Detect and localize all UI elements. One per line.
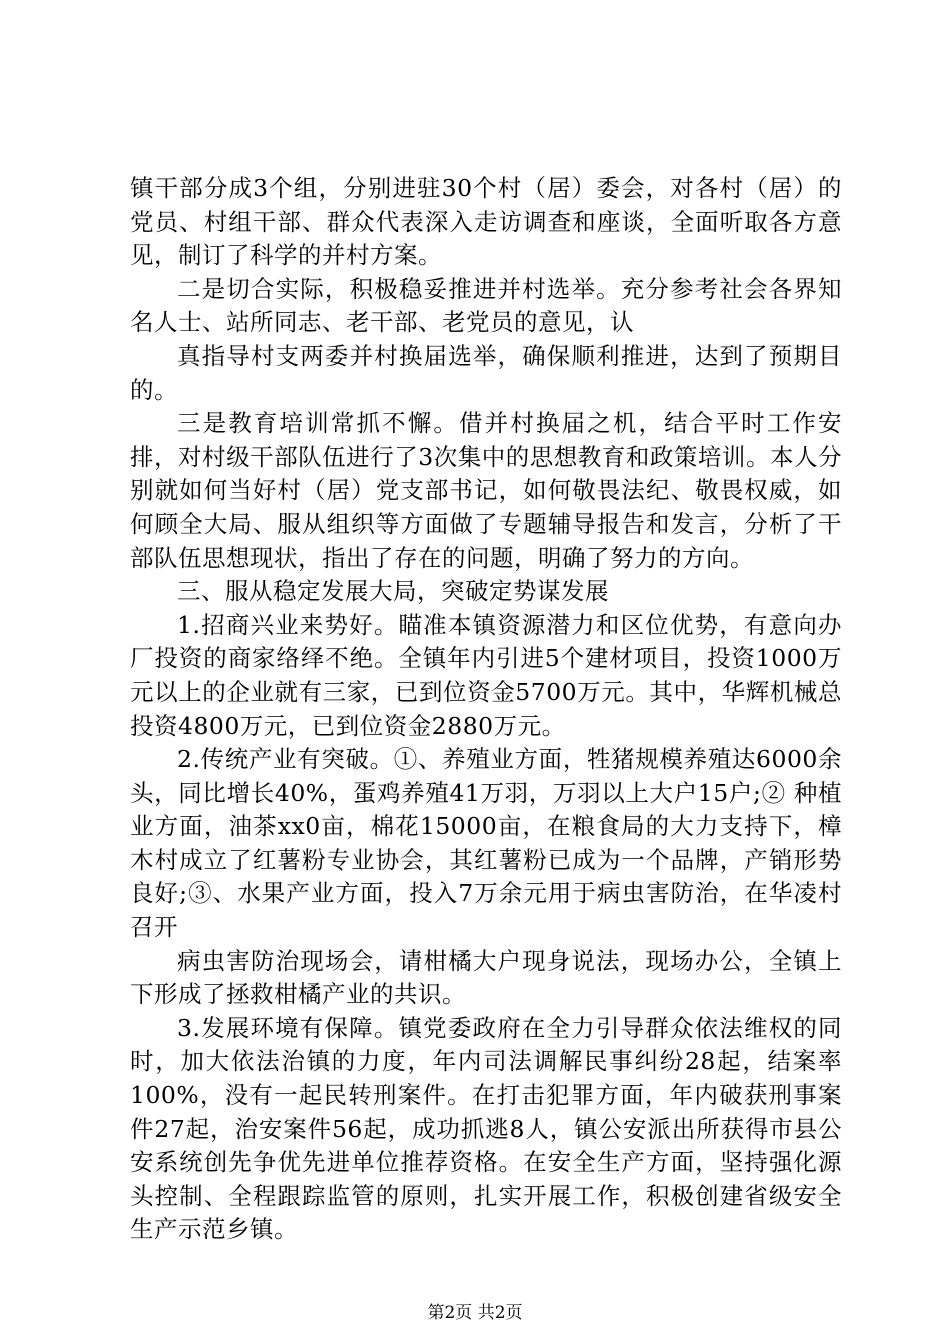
document-body bbox=[130, 172, 842, 1247]
page-footer bbox=[0, 1302, 950, 1324]
paragraph-4: 三是教育培训常抓不懈。借并村换届之机，结合平时工作安排，对村级干部队伍进行了3次集中的思想教育和政策培训。本人分别就如何当好村（居）党支部书记，如何敬畏法纪、敬畏权威，如何顾全大局、服从组织等方面做了专题辅导报告和发言，分析了干部队伍思想现状，指出了存在的问题，明确了努力的方向。 bbox=[130, 409, 842, 572]
page-number: 第2页 共2页 bbox=[427, 1303, 523, 1323]
paragraph-5: 1.招商兴业来势好。瞄准本镇资源潜力和区位优势，有意向办厂投资的商家络绎不绝。全镇年内引进5个建材项目，投资1000万元以上的企业就有三家，已到位资金5700万元。其中，华辉机械总投资4800万元，已到位资金2880万元。 bbox=[130, 610, 842, 740]
paragraph-6: 2.传统产业有突破。①、养殖业方面，牲猪规模养殖达6000余头，同比增长40%，蛋鸡养殖41万羽，万羽以上大户15户;② 种植业方面，油茶xx0亩，棉花15000亩，在粮食局的大力支持下，樟木村成立了红薯粉专业协会，其红薯粉已成为一个品牌，产销形势良好;③、水果产业方面，投入7万余元用于病虫害防治，在华凌村召开 bbox=[130, 745, 842, 942]
paragraph-3: 真指导村支两委并村换届选举，确保顺利推进，达到了预期目的。 bbox=[130, 341, 842, 404]
paragraph-1: 镇干部分成3个组，分别进驻30个村（居）委会，对各村（居）的党员、村组干部、群众代表深入走访调查和座谈，全面听取各方意见，制订了科学的并村方案。 bbox=[130, 174, 842, 270]
paragraph-7: 病虫害防治现场会，请柑橘大户现身说法，现场办公，全镇上下形成了拯救柑橘产业的共识。 bbox=[130, 946, 842, 1009]
section-heading: 三、服从稳定发展大局，突破定势谋发展 bbox=[177, 577, 609, 606]
paragraph-8: 3.发展环境有保障。镇党委政府在全力引导群众依法维权的同时，加大依法治镇的力度，年内司法调解民事纠纷28起，结案率100%，没有一起民转刑案件。在打击犯罪方面，年内破获刑事案件27起，治安案件56起，成功抓逃8人，镇公安派出所获得市县公安系统创先争优先进单位推荐资格。在安全生产方面，坚持强化源头控制、全程跟踪监管的原则，扎实开展工作，积极创建省级安全生产示范乡镇。 bbox=[130, 1013, 842, 1244]
paragraph-2: 二是切合实际，积极稳妥推进并村选举。充分参考社会各界知名人士、站所同志、老干部、老党员的意见，认 bbox=[130, 274, 842, 337]
